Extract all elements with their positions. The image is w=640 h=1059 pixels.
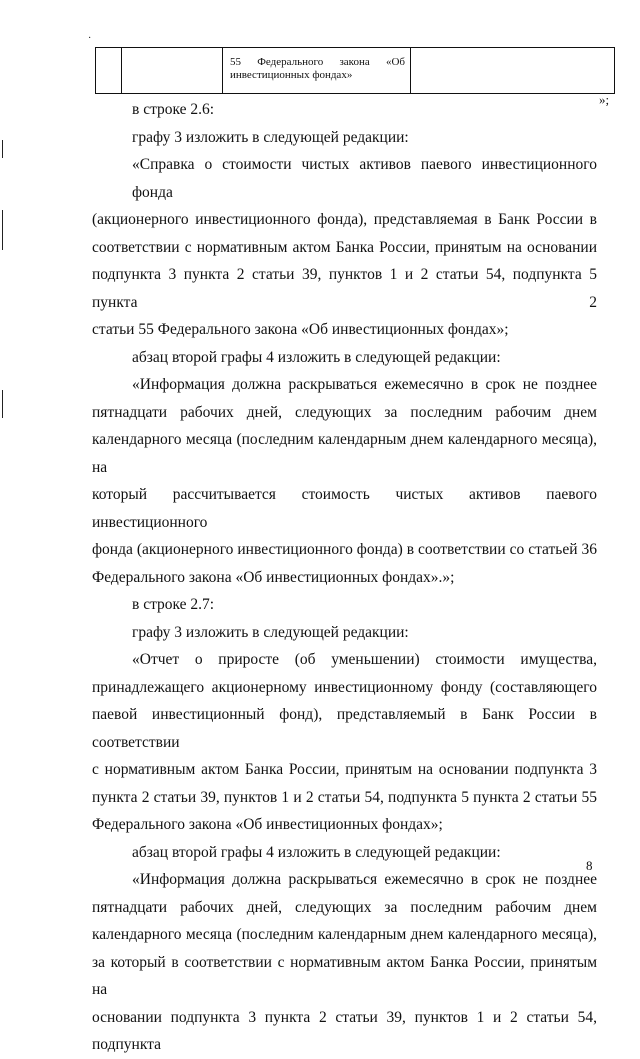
margin-mark	[2, 140, 3, 158]
closing-quote: »;	[599, 92, 610, 107]
text-line: основании подпункта 3 пункта 2 статьи 39, пунктов 1 и 2 статьи 54, подпункта	[92, 1008, 597, 1053]
text-line: абзац второй графы 4 изложить в следующей редакции:	[132, 348, 501, 366]
page-number: 8	[586, 858, 593, 873]
paragraph	[92, 646, 597, 839]
text-line: календарного месяца (последним календарным днем календарного месяца),	[92, 926, 597, 943]
text-line: пятнадцати рабочих дней, следующих за последним рабочим днем	[92, 403, 597, 421]
paragraph	[92, 151, 597, 344]
text-line: графу 3 изложить в следующей редакции:	[132, 128, 409, 146]
table-cell-line: 55 Федерального закона «Об	[230, 56, 405, 68]
text-line: абзац второй графы 4 изложить в следующей редакции:	[132, 843, 501, 861]
text-line: «Справка о стоимости чистых активов паевого инвестиционного фонда	[132, 156, 597, 201]
text-line: фонда (акционерного инвестиционного фонда) в соответствии со статьей 36	[92, 541, 597, 558]
text-line: за который в соответствии с нормативным актом Банка России, принятым на	[92, 953, 597, 998]
text-line: статьи 55 Федерального закона «Об инвестиционных фондах»;	[92, 321, 509, 338]
paragraph	[92, 96, 597, 124]
table-fragment	[95, 47, 615, 94]
document-body	[92, 96, 597, 1059]
text-line: пункта 2 статьи 39, пунктов 1 и 2 статьи 54, подпункта 5 пункта 2 статьи 55	[92, 788, 597, 806]
text-line: Федерального закона «Об инвестиционных фондах».»;	[92, 568, 455, 586]
text-line: подпункта 3 пункта 2 статьи 39, пунктов 1 и 2 статьи 54, подпункта 5 пункта 2	[92, 266, 597, 311]
text-line: принадлежащего акционерному инвестиционному фонду (составляющего	[92, 678, 597, 696]
paragraph	[92, 124, 597, 152]
text-line: «Отчет о приросте (об уменьшении) стоимости имущества,	[132, 651, 597, 668]
text-line: Федерального закона «Об инвестиционных фондах»;	[92, 816, 443, 833]
text-line: соответствии с нормативным актом Банка России, принятым на основании	[92, 238, 597, 256]
text-line: графу 3 изложить в следующей редакции:	[132, 623, 409, 641]
paragraph	[92, 591, 597, 619]
margin-mark	[2, 390, 3, 418]
scan-speck: ·	[88, 33, 92, 44]
paragraph	[92, 371, 597, 591]
paragraph	[92, 866, 597, 1059]
table-cell-text	[223, 48, 411, 94]
table-cell-line: инвестиционных фондах»	[230, 69, 353, 81]
text-line: в строке 2.7:	[132, 596, 215, 613]
text-line: (акционерного инвестиционного фонда), представляемая в Банк России в	[92, 211, 597, 228]
text-line: «Информация должна раскрываться ежемесячно в срок не позднее	[132, 871, 597, 888]
text-line: который рассчитывается стоимость чистых активов паевого инвестиционного	[92, 486, 597, 531]
text-line: календарного месяца (последним календарным днем календарного месяца), на	[92, 431, 597, 476]
table-cell-empty	[122, 48, 223, 94]
table-cell-empty	[411, 48, 615, 94]
text-line: паевой инвестиционный фонд), представляемый в Банк России в соответствии	[92, 706, 597, 751]
paragraph	[92, 619, 597, 647]
text-line: пятнадцати рабочих дней, следующих за последним рабочим днем	[92, 898, 597, 916]
text-line: с нормативным актом Банка России, принятым на основании подпункта 3	[92, 761, 597, 778]
margin-mark	[2, 210, 3, 250]
text-line: в строке 2.6:	[132, 101, 215, 118]
table-cell-empty	[96, 48, 122, 94]
paragraph	[92, 344, 597, 372]
paragraph	[92, 839, 597, 867]
text-line: «Информация должна раскрываться ежемесячно в срок не позднее	[132, 376, 597, 393]
